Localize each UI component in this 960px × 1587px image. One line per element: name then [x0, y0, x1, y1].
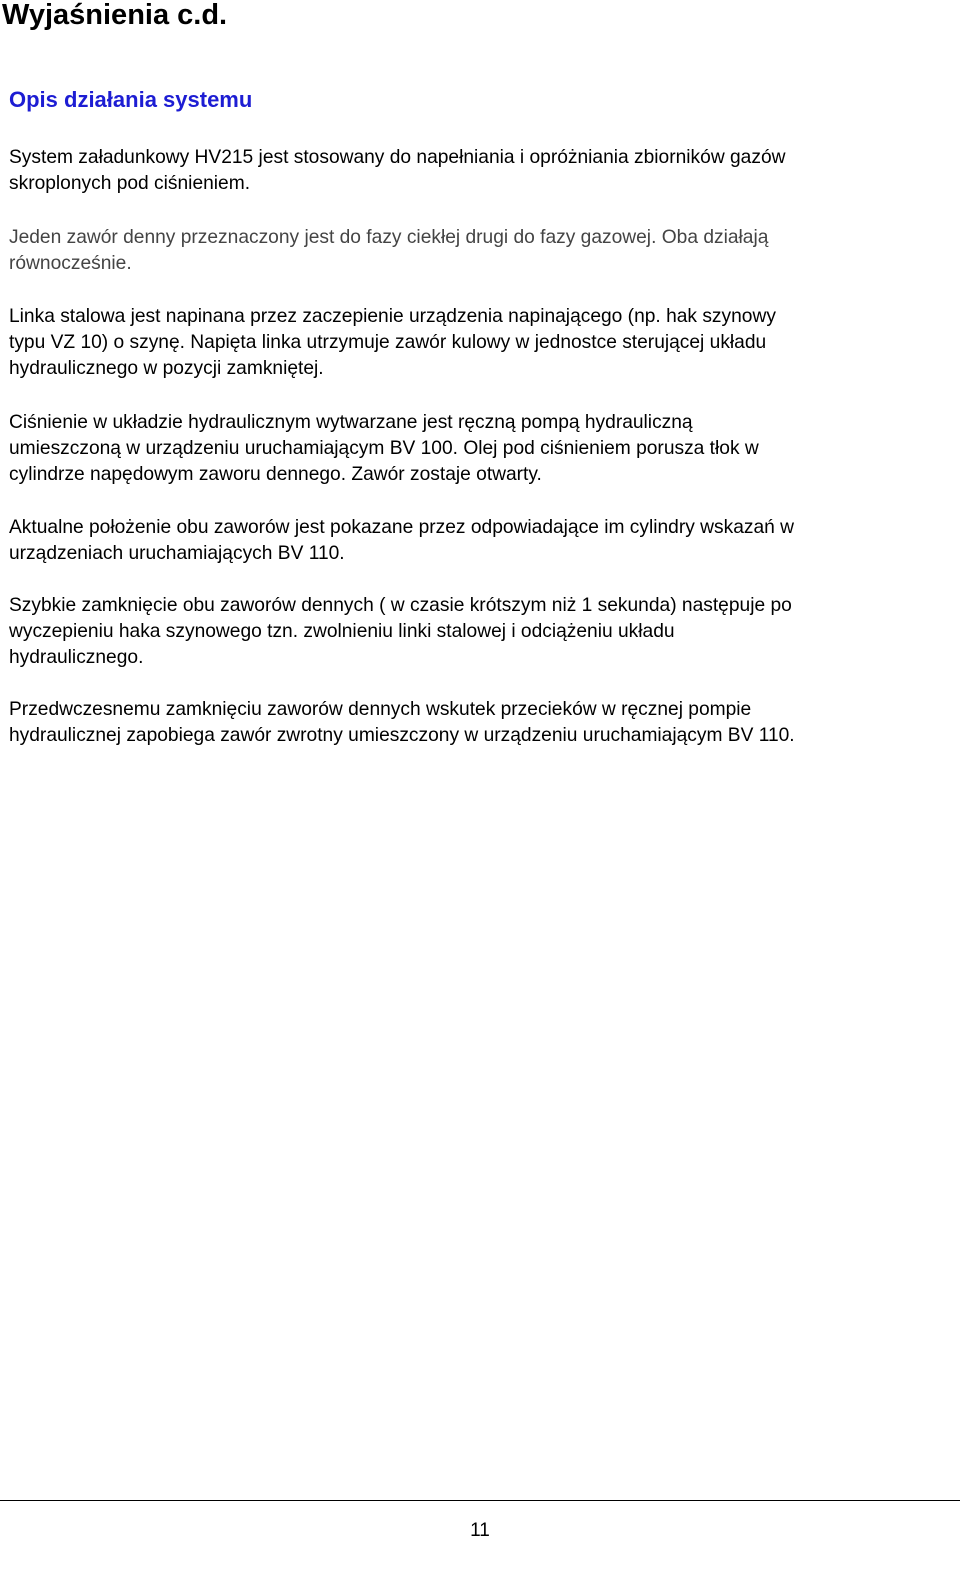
paragraph-line: cylindrze napędowym zaworu dennego. Zawór zostaje otwarty. [9, 464, 542, 485]
paragraph-system-purpose [9, 145, 785, 197]
paragraph-line: hydraulicznej zapobiega zawór zwrotny umieszczony w urządzeniu uruchamiającym BV 110. [9, 725, 795, 746]
paragraph-valve-position [9, 515, 794, 567]
page-title: Wyjaśnienia c.d. [2, 0, 228, 31]
paragraph-line: typu VZ 10) o szynę. Napięta linka utrzymuje zawór kulowy w jednostce sterującej układu [9, 332, 767, 353]
paragraph-line: Aktualne położenie obu zaworów jest pokazane przez odpowiadające im cylindry wskazań w [9, 517, 794, 538]
paragraph-line: Szybkie zamknięcie obu zaworów dennych ( w czasie krótszym niż 1 sekunda) następuje po [9, 595, 792, 616]
paragraph-line: urządzeniach uruchamiających BV 110. [9, 543, 345, 564]
page-number: 11 [470, 1520, 490, 1541]
paragraph-line: Przedwczesnemu zamknięciu zaworów dennych wskutek przecieków w ręcznej pompie [9, 699, 752, 720]
paragraph-line: hydraulicznego w pozycji zamkniętej. [9, 358, 324, 379]
paragraph-line: System załadunkowy HV215 jest stosowany do napełniania i opróżniania zbiorników gazów [9, 147, 786, 168]
paragraph-hydraulic-pressure [9, 410, 759, 488]
paragraph-quick-closing [9, 593, 792, 671]
paragraph-steel-cable [9, 304, 776, 382]
paragraph-bottom-valves [9, 225, 768, 277]
paragraph-line: umieszczoną w urządzeniu uruchamiającym BV 100. Olej pod ciśnieniem porusza tłok w [9, 438, 759, 459]
paragraph-line: skroplonych pod ciśnieniem. [9, 173, 251, 194]
paragraph-line: Linka stalowa jest napinana przez zaczepienie urządzenia napinającego (np. hak szynowy [9, 306, 776, 327]
paragraph-check-valve [9, 697, 795, 749]
section-heading: Opis działania systemu [9, 87, 253, 112]
footer-divider [0, 1500, 960, 1501]
paragraph-line: równocześnie. [9, 253, 132, 274]
paragraph-line: wyczepieniu haka szynowego tzn. zwolnieniu linki stalowej i odciążeniu układu [9, 621, 675, 642]
paragraph-line: hydraulicznego. [9, 647, 144, 668]
paragraph-line: Jeden zawór denny przeznaczony jest do fazy ciekłej drugi do fazy gazowej. Oba działają [9, 227, 769, 248]
paragraph-line: Ciśnienie w układzie hydraulicznym wytwarzane jest ręczną pompą hydrauliczną [9, 412, 693, 433]
